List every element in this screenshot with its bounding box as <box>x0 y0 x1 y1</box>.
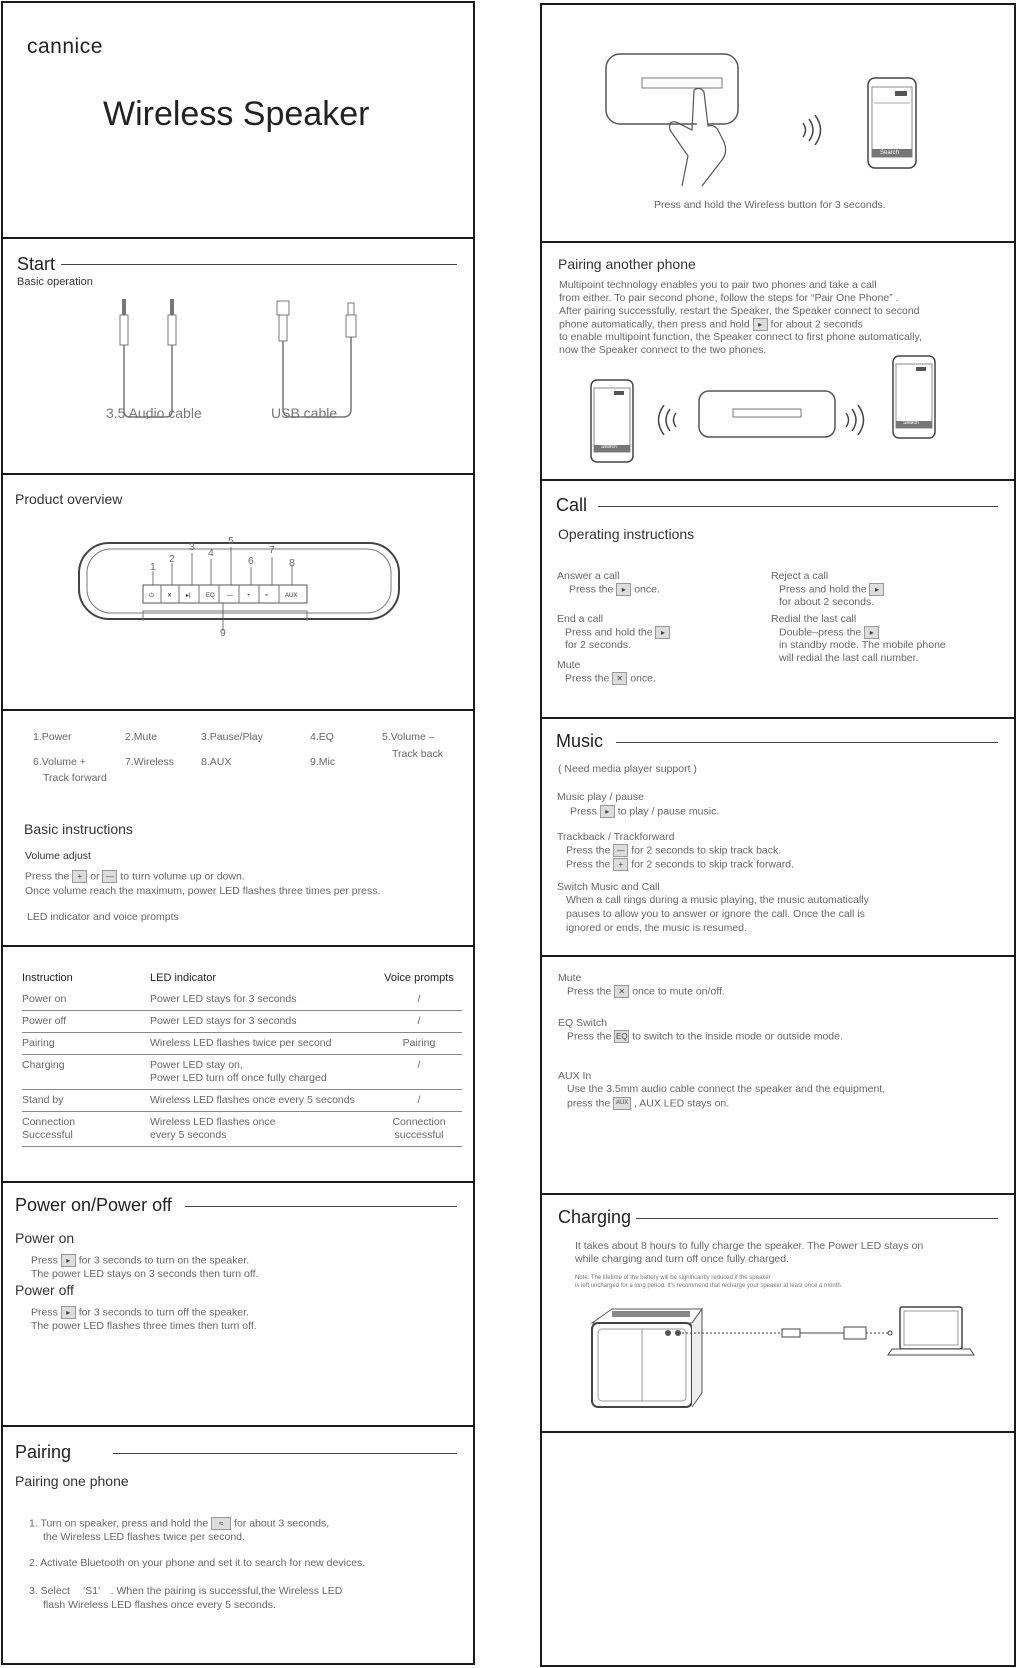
speaker-top-view <box>77 541 403 681</box>
cell: Power LED stay on, Power LED turn off once fully charged <box>150 1055 376 1090</box>
phone-left-search: Search <box>601 444 617 450</box>
brand-logo: cannice <box>27 35 103 58</box>
mute-icon: ✕ <box>612 672 627 685</box>
another-line4-post: for about 2 seconds <box>770 318 863 331</box>
start-heading: Start <box>17 254 56 274</box>
play-post: to play / pause music. <box>617 805 720 818</box>
pairing-rule <box>113 1453 457 1454</box>
power-off-pre: Press <box>31 1306 58 1319</box>
phone-left-icon <box>590 379 634 463</box>
music-heading: Music <box>556 731 604 751</box>
power-on-pre: Press <box>31 1254 58 1267</box>
redial-title: Redial the last call <box>771 613 857 625</box>
mute-title: Mute <box>558 972 582 984</box>
phone-search-label: Search <box>880 150 900 156</box>
volume-up-icon: + <box>72 870 87 883</box>
reject-title: Reject a call <box>771 570 829 582</box>
usb-cable-illustration <box>273 299 373 419</box>
signal-right-icon <box>840 405 866 435</box>
aux-line1: Use the 3.5mm audio cable connect the speaker and the equipment, <box>567 1083 886 1095</box>
legend-track-forward: Track forward <box>43 772 107 784</box>
charging-heading: Charging <box>558 1207 632 1227</box>
led-table <box>22 968 462 1147</box>
cell: Power LED stays for 3 seconds <box>150 1011 376 1033</box>
pairing-heading: Pairing <box>15 1442 72 1462</box>
call-panel <box>540 479 1016 719</box>
track2-post: for 2 seconds to skip track forward. <box>631 858 795 871</box>
charging-line2: while charging and turn off once fully charged. <box>575 1253 790 1265</box>
switch-line3: ignored or ends, the music is resumed. <box>566 922 747 934</box>
press-hold-panel <box>540 3 1016 243</box>
speaker-front-icon <box>697 389 837 439</box>
aux-button-label: AUX <box>285 593 298 599</box>
legend-volume-down: 5.Volume – <box>382 731 435 743</box>
svg-text:≈: ≈ <box>265 593 269 599</box>
reject-pre: Press and hold the <box>779 583 867 596</box>
another-heading: Pairing another phone <box>558 256 696 272</box>
call-subheading: Operating instructions <box>558 526 695 542</box>
end-line1 <box>565 626 670 639</box>
table-row <box>22 1055 462 1090</box>
audio-cable-label: 3.5 Audio cable <box>106 405 202 421</box>
play-pause-icon: ▸ <box>616 583 631 596</box>
start-panel <box>1 237 475 475</box>
press-hold-caption: Press and hold the Wireless button for 3 seconds. <box>654 199 886 211</box>
table-row <box>22 989 462 1011</box>
music-note: ( Need media player support ) <box>558 763 697 775</box>
volume-adjust-line1 <box>25 870 245 883</box>
power-off-post: for 3 seconds to turn off the speaker. <box>78 1306 249 1319</box>
another-line4 <box>559 318 863 331</box>
another-line1: Multipoint technology enables you to pair two phones and take a call <box>559 279 877 291</box>
power-off-line1 <box>31 1306 249 1319</box>
led-table-header <box>22 968 462 989</box>
cell: Connection successful <box>376 1112 462 1147</box>
power-off-title: Power off <box>15 1282 74 1298</box>
call-mute-post: once. <box>630 672 656 685</box>
pairing-step1 <box>29 1517 329 1530</box>
power-on-post: for 3 seconds to turn on the speaker. <box>78 1254 250 1267</box>
pairing-subheading: Pairing one phone <box>15 1473 129 1489</box>
track1-pre: Press the <box>566 844 611 857</box>
overview-heading: Product overview <box>15 491 123 507</box>
power-on-title: Power on <box>15 1230 75 1246</box>
volume-post: to turn volume up or down. <box>120 870 245 883</box>
mute-eq-panel <box>540 955 1016 1195</box>
svg-text:+: + <box>247 593 251 599</box>
aux-icon: AUX <box>613 1097 631 1110</box>
signal-waves-icon <box>797 115 827 145</box>
play-pause-icon: ▸ <box>655 626 670 639</box>
legend-mute: 2.Mute <box>125 731 158 743</box>
reject-line2: for about 2 seconds. <box>779 596 875 608</box>
aux-post: , AUX LED stays on. <box>634 1097 730 1110</box>
call-mute-title: Mute <box>557 659 581 671</box>
eq-pre: Press the <box>567 1030 612 1043</box>
pairing-step1-line2: the Wireless LED flashes twice per second. <box>43 1531 245 1543</box>
cell: Charging <box>22 1055 150 1090</box>
another-line3: After pairing successfully, restart the Speaker, the Speaker connect to second <box>559 305 920 317</box>
start-rule <box>61 264 457 265</box>
table-row <box>22 1033 462 1055</box>
play-pause-icon: ▸ <box>864 626 879 639</box>
legend-eq: 4.EQ <box>310 731 334 743</box>
cell: Pairing <box>376 1033 462 1055</box>
play-pre: Press <box>570 805 597 818</box>
aux-pre: press the <box>567 1097 611 1110</box>
track-title: Trackback / Trackforward <box>557 831 675 843</box>
legend-panel <box>1 709 475 947</box>
mute-post: once to mute on/off. <box>632 985 725 998</box>
another-line6: now the Speaker connect to the two phones. <box>559 344 767 356</box>
switch-line2: pauses to allow you to answer or ignore the call. Once the call is <box>566 908 865 920</box>
cell: / <box>376 989 462 1011</box>
callout-1: 1 <box>150 561 156 573</box>
cell: Power on <box>22 989 150 1011</box>
another-line4-pre: phone automatically, then press and hold <box>559 318 750 331</box>
pairing-panel <box>1 1425 475 1665</box>
power-heading: Power on/Power off <box>15 1195 172 1215</box>
start-subheading: Basic operation <box>17 276 93 288</box>
cell: / <box>376 1011 462 1033</box>
svg-text:✕: ✕ <box>167 593 173 599</box>
empty-panel <box>540 1431 1016 1667</box>
charging-panel <box>540 1193 1016 1433</box>
power-on-line1 <box>31 1254 249 1267</box>
callout-6: 6 <box>248 555 254 567</box>
pairing-step2: 2. Activate Bluetooth on your phone and set it to search for new devices. <box>29 1557 366 1569</box>
volume-adjust-line2: Once volume reach the maximum, power LED flashes three times per press. <box>25 885 381 897</box>
mute-icon: ✕ <box>614 985 629 998</box>
cell: Wireless LED flashes twice per second <box>150 1033 376 1055</box>
table-row <box>22 1090 462 1112</box>
music-rule <box>616 742 998 743</box>
svg-text:EQ: EQ <box>206 593 215 599</box>
cell: Pairing <box>22 1033 150 1055</box>
eq-title: EQ Switch <box>558 1017 608 1029</box>
call-mute-line <box>565 672 656 685</box>
callout-3: 3 <box>189 541 195 553</box>
call-rule <box>598 506 998 507</box>
end-line2: for 2 seconds. <box>565 639 631 651</box>
power-rule <box>185 1206 457 1207</box>
signal-left-icon <box>656 405 682 435</box>
cell: Stand by <box>22 1090 150 1112</box>
svg-text:▸|: ▸| <box>186 593 191 599</box>
play-pause-icon: ▸ <box>600 805 615 818</box>
call-mute-pre: Press the <box>565 672 610 685</box>
answer-line <box>569 583 660 596</box>
end-title: End a call <box>557 613 604 625</box>
eq-line <box>567 1030 843 1043</box>
track2-pre: Press the <box>566 858 611 871</box>
another-phone-panel <box>540 241 1016 481</box>
charging-rule <box>636 1218 998 1219</box>
cover-panel <box>1 1 475 239</box>
callout-4: 4 <box>208 547 214 559</box>
play-line <box>570 805 719 818</box>
volume-adjust-title: Volume adjust <box>25 850 91 862</box>
play-pause-icon: ▸ <box>61 1254 76 1267</box>
play-pause-icon: ▸ <box>869 583 884 596</box>
col-led-indicator: LED indicator <box>150 972 217 984</box>
reject-line1 <box>779 583 884 596</box>
track1-post: for 2 seconds to skip track back. <box>631 844 782 857</box>
answer-pre: Press the <box>569 583 614 596</box>
step1-post: for about 3 seconds, <box>234 1517 330 1530</box>
cell: Power LED stays for 3 seconds <box>150 989 376 1011</box>
col-instruction: Instruction <box>22 972 73 984</box>
track-line2 <box>566 858 794 871</box>
callout-5: 5 <box>228 535 234 547</box>
callout-9: 9 <box>220 627 226 639</box>
power-panel <box>1 1181 475 1427</box>
legend-track-back: Track back <box>392 748 443 760</box>
redial-line2: in standby mode. The mobile phone <box>779 639 946 651</box>
legend-mic: 9.Mic <box>310 756 336 768</box>
play-pause-icon: ▸ <box>61 1306 76 1319</box>
call-heading: Call <box>556 495 588 515</box>
cell: / <box>376 1055 462 1090</box>
svg-text:⏻: ⏻ <box>149 593 154 599</box>
table-row <box>22 1112 462 1147</box>
aux-line2 <box>567 1097 729 1110</box>
cell: Connection Successful <box>22 1112 150 1147</box>
cell: Wireless LED flashes once every 5 seconds <box>150 1090 376 1112</box>
redial-line3: will redial the last call number. <box>779 652 919 664</box>
switch-line1: When a call rings during a music playing, the music automatically <box>566 894 869 906</box>
cell: Wireless LED flashes once every 5 seconds <box>150 1112 376 1147</box>
pairing-step3-line2: flash Wireless LED flashes once every 5 seconds. <box>43 1599 276 1611</box>
legend-wireless: 7.Wireless <box>125 756 175 768</box>
answer-title: Answer a call <box>557 570 620 582</box>
end-pre: Press and hold the <box>565 626 653 639</box>
svg-text:—: — <box>227 593 233 599</box>
answer-post: once. <box>634 583 660 596</box>
phone-right-search: Search <box>903 420 919 426</box>
callout-7: 7 <box>269 544 275 556</box>
power-off-line2: The power LED flashes three times then turn off. <box>31 1320 257 1332</box>
wireless-icon: ≈ <box>211 1517 231 1530</box>
aux-title: AUX In <box>558 1070 592 1082</box>
charging-note2: is left uncharged for a long period. It’s recommend that recharge your speaker at least once a month. <box>575 1283 843 1289</box>
charging-illustration <box>582 1305 992 1415</box>
volume-pre: Press the <box>25 870 70 883</box>
legend-pause-play: 3.Pause/Play <box>201 731 263 743</box>
power-on-line2: The power LED stays on 3 seconds then turn off. <box>31 1268 259 1280</box>
volume-or: or <box>90 870 100 883</box>
track-line1 <box>566 844 781 857</box>
audio-cable-illustration <box>108 299 188 419</box>
cell: Power off <box>22 1011 150 1033</box>
speaker-hand-illustration <box>602 50 742 190</box>
table-row <box>22 1011 462 1033</box>
legend-volume-up: 6.Volume + <box>33 756 86 768</box>
charging-note1: Note: The lifetime of the battery will be significantly reduced if the speaker <box>575 1275 771 1281</box>
switch-title: Switch Music and Call <box>557 881 660 893</box>
mute-line <box>567 985 725 998</box>
callout-2: 2 <box>169 553 175 565</box>
legend-aux: 8.AUX <box>201 756 232 768</box>
charging-line1: It takes about 8 hours to fully charge the speaker. The Power LED stays on <box>575 1240 924 1252</box>
redial-pre: Double–press the <box>779 626 862 639</box>
eq-post: to switch to the inside mode or outside mode. <box>632 1030 843 1043</box>
mute-pre: Press the <box>567 985 612 998</box>
redial-line1 <box>779 626 879 639</box>
play-pause-icon: ▸ <box>753 318 768 331</box>
col-voice-prompts: Voice prompts <box>384 972 454 984</box>
cell: / <box>376 1090 462 1112</box>
play-title: Music play / pause <box>557 791 644 803</box>
step1-pre: 1. Turn on speaker, press and hold the <box>29 1517 209 1530</box>
pairing-step3: 3. Select 'S1' . When the pairing is successful,the Wireless LED <box>29 1585 343 1597</box>
eq-icon: EQ <box>616 1032 628 1041</box>
phone-right-icon <box>892 355 936 439</box>
another-line5: to enable multipoint function, the Speaker connect to first phone automatically, <box>559 331 922 343</box>
volume-up-icon: + <box>613 858 628 871</box>
volume-down-icon: — <box>102 870 117 883</box>
volume-down-icon: — <box>613 844 628 857</box>
cover-title: Wireless Speaker <box>103 95 370 133</box>
music-panel <box>540 717 1016 957</box>
basic-heading: Basic instructions <box>24 821 133 837</box>
another-line2: from either. To pair second phone, follow the steps for “Pair One Phone” . <box>559 292 899 304</box>
callout-8: 8 <box>289 557 295 569</box>
overview-panel <box>1 473 475 711</box>
usb-cable-label: USB cable <box>271 405 338 421</box>
legend-power: 1.Power <box>33 731 72 743</box>
led-voice-title: LED indicator and voice prompts <box>27 911 179 923</box>
